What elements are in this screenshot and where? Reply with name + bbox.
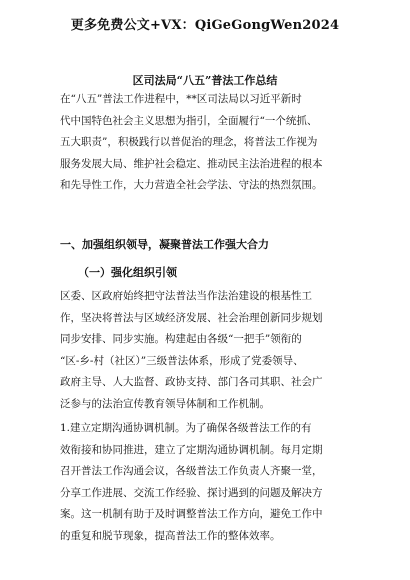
paragraph-line: 在“八五”普法工作进程中，**区司法局以习近平新时 <box>60 93 302 105</box>
watermark-banner: 更多免费公文+VX：QiGeGongWen2024 <box>70 18 340 33</box>
paragraph-line: “区-乡-村（社区）”三级普法体系，形成了党委领导、 <box>60 354 304 367</box>
paragraph-line: 政府主导、人大监督、政协支持、部门各司其职、社会广 <box>60 376 323 388</box>
document-title: 区司法局“八五”普法工作总结 <box>132 74 278 87</box>
paragraph-line: 同步安排、同步实施。构建起由各级“一把手”领衔的 <box>60 333 302 345</box>
paragraph-line: 的重复和脱节现象，提高普法工作的整体效率。 <box>60 529 281 542</box>
paragraph-line: 服务发展大局、维护社会稳定、推动民主法治进程的根本 <box>60 157 323 170</box>
body-paragraph <box>60 286 352 415</box>
paragraph-line: 效衔接和协同推进，建立了定期沟通协调机制。每月定期 <box>60 443 323 456</box>
paragraph-line: 案。这一机制有助于及时调整普法工作方向，避免工作中 <box>60 508 323 520</box>
paragraph-line: 五大职责”，积极践行以普促治的理念，将普法工作视为 <box>60 136 318 148</box>
subsection-heading: （一）强化组织引领 <box>78 266 177 279</box>
paragraph-line: 分享工作进展、交流工作经验、探讨遇到的问题及解决方 <box>60 486 323 499</box>
intro-paragraph <box>60 89 352 197</box>
paragraph-line: 代中国特色社会主义思想为指引，全面履行“一个统抓、 <box>60 114 318 127</box>
paragraph-line: 泛参与的法治宣传教育领导体制和工作机制。 <box>60 397 270 410</box>
paragraph-line: 作，坚决将普法与区域经济发展、社会治理创新同步规划 <box>60 311 323 324</box>
paragraph-line: 1.建立定期沟通协调机制。为了确保各级普法工作的有 <box>60 422 312 434</box>
numbered-paragraph <box>60 418 352 547</box>
paragraph-line: 和先导性工作，大力营造全社会学法、守法的热烈氛围。 <box>60 179 323 191</box>
section-heading: 一、加强组织领导，凝聚普法工作强大合力 <box>60 238 269 251</box>
paragraph-line: 召开普法工作沟通会议，各级普法工作负责人齐聚一堂， <box>60 465 323 477</box>
paragraph-line: 区委、区政府始终把守法普法当作法治建设的根基性工 <box>60 290 312 302</box>
